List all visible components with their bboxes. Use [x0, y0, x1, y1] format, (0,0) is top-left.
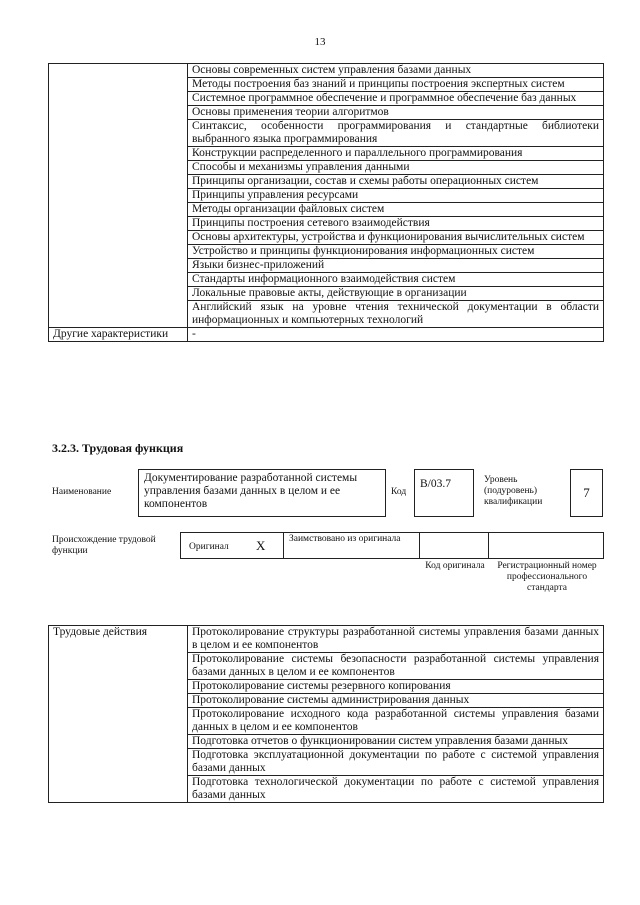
labor-action-item: Протоколирование системы администрирования данных	[188, 694, 604, 708]
knowledge-item: Основы архитектуры, устройства и функционирования вычислительных систем	[188, 231, 604, 245]
knowledge-item: Английский язык на уровне чтения технической документации в области информационных и компьютерных технологий	[188, 301, 604, 328]
knowledge-item: Принципы управления ресурсами	[188, 189, 604, 203]
knowledge-item: Локальные правовые акты, действующие в организации	[188, 287, 604, 301]
labor-action-item: Протоколирование структуры разработанной системы управления базами данных в целом и ее компонентов	[188, 626, 604, 653]
section-title: 3.2.3. Трудовая функция	[52, 441, 184, 455]
code-value-box: В/03.7	[414, 469, 474, 517]
knowledge-item: Способы и механизмы управления данными	[188, 161, 604, 175]
other-characteristics-row	[49, 328, 604, 342]
labor-action-item: Подготовка отчетов о функционировании систем управления базами данных	[188, 735, 604, 749]
knowledge-item: Системное программное обеспечение и программное обеспечение баз данных	[188, 92, 604, 106]
other-characteristics-label: Другие характеристики	[49, 328, 188, 342]
knowledge-table-body	[49, 64, 604, 342]
original-mark: X	[256, 538, 266, 553]
reg-number-label: Регистрационный номер профессионального стандарта	[497, 561, 597, 593]
labor-action-item: Протоколирование системы резервного копирования	[188, 680, 604, 694]
labor-action-item: Протоколирование системы безопасности разработанной системы управления базами данных в целом и ее компонентов	[188, 653, 604, 680]
labor-actions-label: Трудовые действия	[49, 626, 188, 803]
knowledge-item: Стандарты информационного взаимодействия систем	[188, 273, 604, 287]
knowledge-label-cell	[49, 64, 188, 328]
origin-divider	[419, 533, 420, 558]
knowledge-table	[48, 63, 604, 342]
knowledge-item: Принципы построения сетевого взаимодействия	[188, 217, 604, 231]
labor-action-item: Подготовка технологической документации по работе с системой управления базами данных	[188, 776, 604, 803]
original-label: Оригинал	[189, 542, 229, 552]
code-original-label: Код оригинала	[425, 561, 485, 571]
knowledge-item: Основы современных систем управления базами данных	[188, 64, 604, 78]
labor-actions-table	[48, 625, 604, 803]
knowledge-item: Принципы организации, состав и схемы работы операционных систем	[188, 175, 604, 189]
level-value-box: 7	[570, 469, 603, 517]
labor-action-item: Подготовка эксплуатационной документации по работе с системой управления базами данных	[188, 749, 604, 776]
origin-divider	[283, 533, 284, 558]
borrowed-label: Заимствовано из оригинала	[289, 534, 401, 544]
knowledge-item: Синтаксис, особенности программирования и стандартные библиотеки выбранного языка программирования	[188, 120, 604, 147]
knowledge-item: Методы организации файловых систем	[188, 203, 604, 217]
knowledge-item: Основы применения теории алгоритмов	[188, 106, 604, 120]
knowledge-item: Конструкции распределенного и параллельного программирования	[188, 147, 604, 161]
page-number: 13	[314, 36, 326, 48]
knowledge-item: Устройство и принципы функционирования информационных систем	[188, 245, 604, 259]
labor-action-row	[49, 626, 604, 653]
knowledge-row	[49, 64, 604, 78]
other-characteristics-value: -	[188, 328, 604, 342]
name-label: Наименование	[52, 487, 112, 497]
origin-box	[180, 532, 604, 559]
level-label: Уровень (подуровень) квалификации	[484, 475, 543, 507]
labor-actions-body	[49, 626, 604, 803]
code-label: Код	[391, 487, 407, 497]
knowledge-item: Методы построения баз знаний и принципы построения экспертных систем	[188, 78, 604, 92]
origin-divider	[488, 533, 489, 558]
origin-label: Происхождение трудовой функции	[52, 535, 156, 556]
function-name-box: Документирование разработанной системы управления базами данных в целом и ее компонентов	[138, 469, 386, 517]
knowledge-item: Языки бизнес-приложений	[188, 259, 604, 273]
labor-action-item: Протоколирование исходного кода разработанной системы управления базами данных в целом и ее компонентов	[188, 708, 604, 735]
